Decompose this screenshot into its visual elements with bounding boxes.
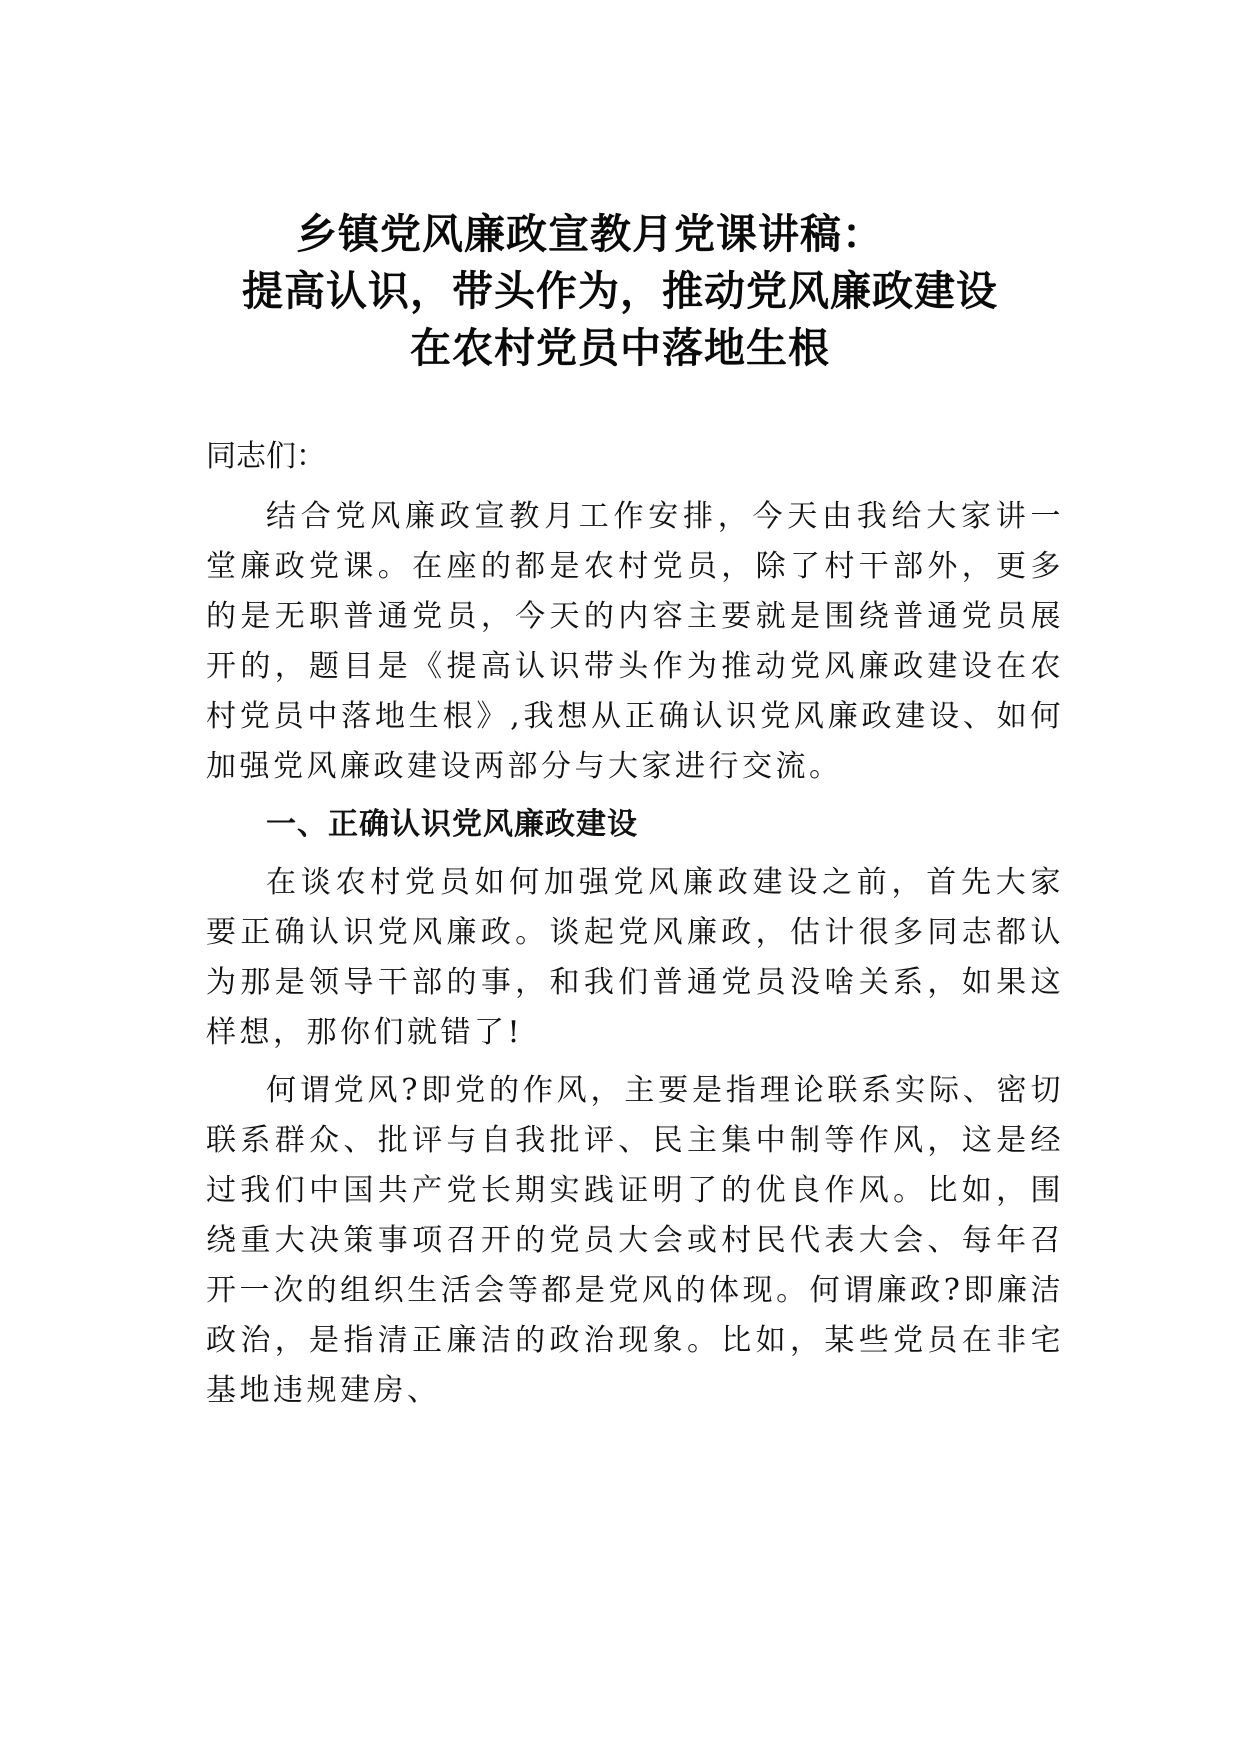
document-body [206, 432, 1064, 1424]
title-line-1: 乡镇党风廉政宣教月党课讲稿： [296, 210, 884, 258]
document-title [150, 206, 1090, 377]
salutation: 同志们： [206, 439, 326, 474]
title-line-2: 提高认识，带头作为，推动党风廉政建设 [242, 267, 998, 315]
paragraph-intro: 结合党风廉政宣教月工作安排，今天由我给大家讲一堂廉政党课。在座的都是农村党员，除了村干部外，更多的是无职普通党员，今天的内容主要就是围绕普通党员展开的，题目是《提高认识带头作为推动党风廉政建设在农村党员中落地生根》,我想从正确认识党风廉政建设、如何加强党风廉政建设两部分与大家进行交流。 [206, 499, 1064, 784]
title-line-3: 在农村党员中落地生根 [410, 324, 830, 372]
paragraph-section-1a: 在谈农村党员如何加强党风廉政建设之前，首先大家要正确认识党风廉政。谈起党风廉政，估计很多同志都认为那是领导干部的事，和我们普通党员没啥关系，如果这样想，那你们就错了! [206, 865, 1064, 1050]
section-heading-1: 一、正确认识党风廉政建设 [266, 807, 638, 842]
paragraph-section-1b: 何谓党风?即党的作风，主要是指理论联系实际、密切联系群众、批评与自我批评、民主集中制等作风，这是经过我们中国共产党长期实践证明了的优良作风。比如，围绕重大决策事项召开的党员大会或村民代表大会、每年召开一次的组织生活会等都是党风的体现。何谓廉政?即廉洁政治，是指清正廉洁的政治现象。比如，某些党员在非宅基地违规建房、 [206, 1073, 1064, 1408]
